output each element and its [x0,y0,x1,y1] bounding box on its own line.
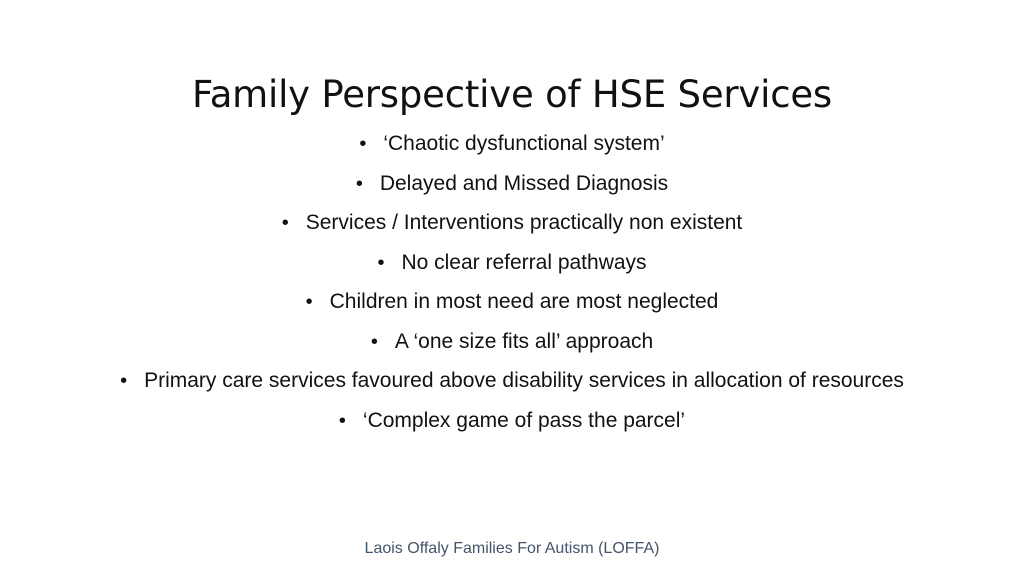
bullet-icon [282,209,306,237]
bullet-icon [120,367,144,395]
bullet-text: Children in most need are most neglected [329,290,719,313]
bullet-item [120,170,904,198]
bullet-item [120,328,904,356]
bullet-text: Primary care services favoured above disability services in allocation of resources [144,369,904,392]
bullet-list [120,130,904,446]
bullet-text: Services / Interventions practically non existent [305,211,743,234]
bullet-icon [371,328,395,356]
bullet-text: ‘Complex game of pass the parcel’ [362,408,686,432]
bullet-item [120,209,904,237]
bullet-text: No clear referral pathways [401,250,647,274]
bullet-icon [359,130,383,158]
bullet-item [120,249,904,277]
bullet-icon [306,288,330,316]
bullet-item [120,367,904,395]
bullet-text: ‘Chaotic dysfunctional system’ [383,132,665,155]
bullet-item [120,130,904,158]
bullet-icon [356,170,380,198]
bullet-icon [377,249,401,277]
bullet-item [120,288,904,316]
bullet-icon [339,407,363,435]
bullet-item [120,407,904,435]
slide-title: Family Perspective of HSE Services [192,73,832,116]
bullet-text: Delayed and Missed Diagnosis [379,171,669,195]
slide-footer: Laois Offaly Families For Autism (LOFFA) [364,540,660,557]
bullet-text: A ‘one size fits all’ approach [394,329,654,353]
